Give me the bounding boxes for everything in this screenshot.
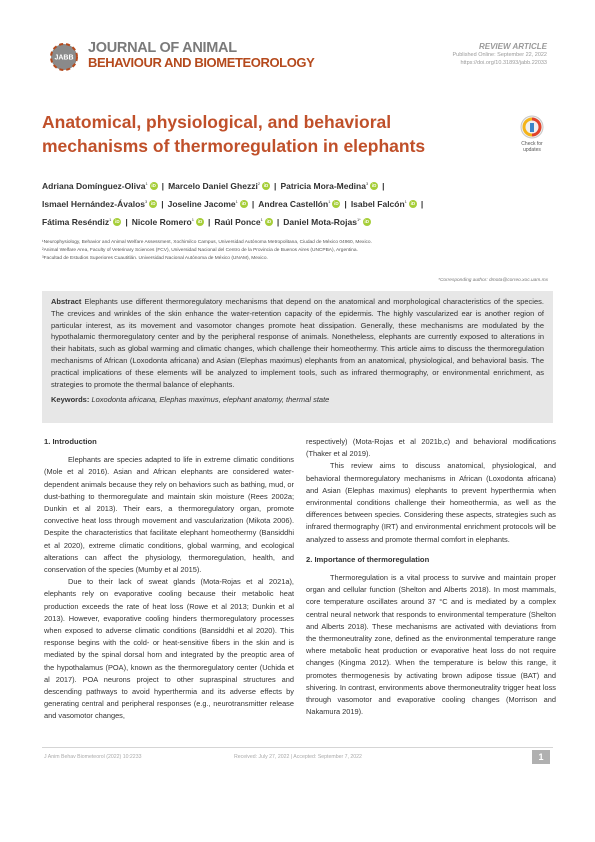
footer-citation: J Anim Behav Biometeorol (2022) 10:2233 — [44, 754, 142, 760]
author-separator: | — [382, 181, 385, 191]
journal-logo[interactable] — [44, 40, 315, 74]
orcid-icon[interactable]: iD — [410, 201, 416, 206]
author-affiliation-mark: 1 — [404, 199, 407, 204]
intro-paragraph-continued: respectively) (Mota-Rojas et al 2021b,c) and behavioral modifications (Thaker et al 2019). — [306, 437, 556, 459]
author[interactable] — [168, 199, 248, 209]
author-separator: | — [161, 199, 164, 209]
author-name: Adriana Domínguez-Oliva — [42, 181, 146, 191]
author[interactable] — [351, 199, 417, 209]
author-separator: | — [276, 217, 280, 227]
orcid-icon[interactable]: iD — [334, 201, 339, 206]
author[interactable] — [42, 217, 121, 227]
affiliation-2: ²Animal Welfare Area, Faculty of Veterinary Sciences (FCV), Universidad Nacional del Centro de la Provincia de Buenos Aires (UNCPBA), Argentina. — [42, 248, 358, 253]
author-affiliation-mark: 1* — [356, 217, 361, 222]
author-affiliation-mark: 1 — [145, 181, 148, 186]
author-separator: | — [207, 217, 211, 227]
author-list — [42, 176, 552, 230]
author-affiliation-mark: 2 — [257, 181, 261, 186]
author-affiliation-mark: 1 — [260, 217, 263, 222]
author[interactable] — [42, 181, 158, 191]
orcid-icon[interactable]: iD — [241, 201, 247, 206]
author-name: Patricia Mora-Medina — [280, 181, 366, 191]
footer-dates: Received: July 27, 2022 | Accepted: September 7, 2022 — [234, 754, 362, 760]
author-affiliation-mark: 1 — [328, 199, 331, 204]
author-affiliation-mark: 1 — [109, 217, 112, 222]
author-name: Isabel Falcón — [350, 199, 405, 209]
corresponding-author[interactable]: *Corresponding author: dmota@correo.xoc.uam.mx — [438, 278, 548, 283]
abstract-body: Elephants use different thermoregulatory mechanisms that depend on the anatomical and morphological characteristics of the species. The crevices and wrinkles of the skin enhance the water-retention capacity of the epidermis. The highly vascularized ear is another region of particular interest, as its movement and vasomotor changes promote heat dissipation. Generally, these mechanisms are modulated by the hypothalamic thermoregulatory center and by the peripheral response of animals. Nonetheless, elephants are currently exposed to alterations in their habitats, such as global warming and climatic changes, which challenge their homeothermy. This article aims to discuss the thermoregulation mechanisms of African (Loxodonta africana) and Asian (Elephas maximus) elephants from an anatomical, physiological, and behavioral basis. The practical implications of these elements will be analyzed to implement tools, such as infrared thermography, or environmental enrichment, as strategies to promote the thermal balance of elephants. — [51, 297, 544, 389]
keywords-label: Keywords: — [51, 395, 90, 405]
orcid-icon[interactable]: iD — [150, 201, 156, 206]
author[interactable] — [168, 181, 270, 191]
intro-paragraph-3: This review aims to discuss anatomical, physiological, and behavioral thermoregulatory mechanisms in African (Loxodonta africana) and Asian (Elephas maximus) elephants to prevent hyperthermia when environmental conditions challenge their homeothermia, as well as the differences between species. Considering these aspects, strategies such as infrared thermography (IRT) and environmental enrichment protocols will be analyzed to assess and promote thermal comfort in elephants. — [306, 461, 556, 544]
author-name: Nicole Romero — [131, 217, 192, 227]
author-separator: | — [125, 217, 128, 227]
author-separator: | — [344, 199, 347, 209]
orcid-icon[interactable]: iD — [197, 219, 203, 224]
author-affiliation-mark: 3 — [365, 181, 369, 186]
doi-link[interactable]: https://doi.org/10.31893/jabb.22033 — [460, 60, 547, 66]
right-column — [306, 436, 556, 718]
logo-abbr: JABB — [54, 54, 74, 62]
author-separator: | — [274, 181, 277, 191]
check-updates-icon — [520, 115, 544, 139]
intro-paragraph-1: Elephants are species adapted to life in extreme climatic conditions (Mole et al 2016). Asian and African elephants are considered water-dependent animals because they rely on behaviors such as bathing, mud, or dust-bathing to thermoregulate and maintain skin moisture (Rees 2002a; Dunkin et al 2013). Their ears, a thermoregulatory organ, promote convective heat loss through movement and vascularization (Mikota 2006). Despite the characteristics that facilitate elephant homeothermy (Bansiddhi et al 2020), extreme climatic conditions, global warming, and ecological alterations can affect the physiology, thermoregulation, health, and conservation of the species (Mumby et al 2015). — [44, 455, 294, 575]
article-title: Anatomical, physiological, and behavioral mechanisms of thermoregulation in elephants — [42, 112, 426, 156]
author[interactable] — [283, 217, 370, 227]
orcid-icon[interactable]: iD — [266, 219, 272, 224]
author-affiliation-mark: 1 — [235, 199, 238, 204]
orcid-icon[interactable]: iD — [151, 183, 156, 188]
article-type: REVIEW ARTICLE — [478, 42, 547, 51]
author[interactable] — [280, 181, 378, 191]
journal-name-line1: JOURNAL OF ANIMAL — [88, 40, 237, 56]
footer-divider — [42, 747, 553, 748]
section-heading-thermoregulation: 2. Importance of thermoregulation — [306, 554, 430, 564]
author-name: Raúl Ponce — [214, 217, 261, 227]
left-column — [44, 436, 294, 723]
author-name: Fátima Reséndiz — [42, 217, 110, 227]
author-name: Marcelo Daniel Ghezzi — [168, 181, 258, 191]
orcid-icon[interactable]: iD — [371, 183, 377, 188]
author-name: Ismael Hernández-Ávalos — [42, 199, 145, 209]
orcid-icon[interactable]: iD — [364, 219, 369, 224]
intro-paragraph-2: Due to their lack of sweat glands (Mota-Rojas et al 2021a), elephants rely on evaporative cooling because their metabolic heat production exceeds the rate of heat loss (Rowe et al 2013; Dunkin et al 2013). However, evaporative cooling hinders thermoregulatory processes when exposed to adverse climatic conditions (Bansiddhi et al 2020). This response begins with the cold- or heat-sensitive fibers in the skin and is mediated by the spinal dorsal horn and integrated by the preoptic area of the hypothalamus (POA), known as the thermoregulatory center (Uchida et al 2017). POA neurons project to other supraspinal structures and descending pathways to avoid hyperthermia and its adverse effects by generating central and peripheral responses (e.g., neurotransmitter release and vasomotor changes, — [44, 577, 294, 721]
author-affiliation-mark: 3 — [144, 199, 148, 204]
journal-emblem-icon — [44, 42, 84, 72]
check-updates-label: Check for updates — [521, 141, 543, 153]
abstract-box — [42, 291, 553, 423]
thermoregulation-paragraph-1: Thermoregulation is a vital process to survive and maintain proper organ and cellular function (Shelton and Alberts 2018). In most mammals, core temperature oscillates around 37 °C and is mediated by a complex central neural network that responds to environmental temperature (Shelton and Alberts 2018). These mechanisms are activated with deviations from the thermoneutrality zone, defined as the environmental temperature range where metabolic heat production or evaporative heat loss do not require changes (Kingma 2012). When the temperature is below this range, it promotes thermogenesis by activating brown adipose tissue (BAT) and shivering. In contrast, environments above thermoneutrality trigger heat loss through vasomotor and evaporative cooling changes (Morrison and Nakamura 2019). — [306, 573, 556, 717]
author-affiliation-mark: 1 — [191, 217, 194, 222]
author-name: Andrea Castellón — [258, 199, 329, 209]
check-for-updates-button[interactable] — [512, 115, 552, 153]
article-meta — [453, 42, 547, 67]
journal-name-line2: BEHAVIOUR AND BIOMETEOROLOGY — [88, 55, 315, 70]
keywords-list: Loxodonta africana, Elephas maximus, elephant anatomy, thermal state — [91, 395, 330, 405]
published-date: Published Online: September 22, 2022 — [452, 52, 547, 58]
section-heading-introduction: 1. Introduction — [44, 437, 97, 446]
affiliation-1: ¹Neurophysiology, Behavior and Animal Welfare Assessment, Xochimilco Campus, Universidad Autónoma Metropolitana, Ciudad de México 04960, Mexico. — [42, 240, 372, 245]
author[interactable] — [214, 217, 273, 227]
abstract-label: Abstract — [51, 297, 82, 306]
author-separator: | — [251, 199, 255, 209]
author-name: Daniel Mota-Rojas — [283, 217, 357, 227]
orcid-icon[interactable]: iD — [263, 183, 269, 188]
author-separator: | — [420, 199, 424, 209]
author[interactable] — [42, 199, 157, 209]
author-name: Joseline Jacome — [167, 199, 236, 209]
affiliation-3: ³Facultad de Estudios Superiores Cuautitlán. Universidad Nacional Autónoma de México (UNAM), Mexico. — [42, 256, 268, 261]
abstract-text — [51, 296, 544, 390]
author[interactable] — [132, 217, 204, 227]
orcid-icon[interactable]: iD — [115, 219, 120, 224]
keywords — [51, 395, 544, 404]
author-separator: | — [161, 181, 165, 191]
page-number: 1 — [532, 750, 550, 764]
author[interactable] — [258, 199, 340, 209]
affiliations — [42, 239, 552, 263]
